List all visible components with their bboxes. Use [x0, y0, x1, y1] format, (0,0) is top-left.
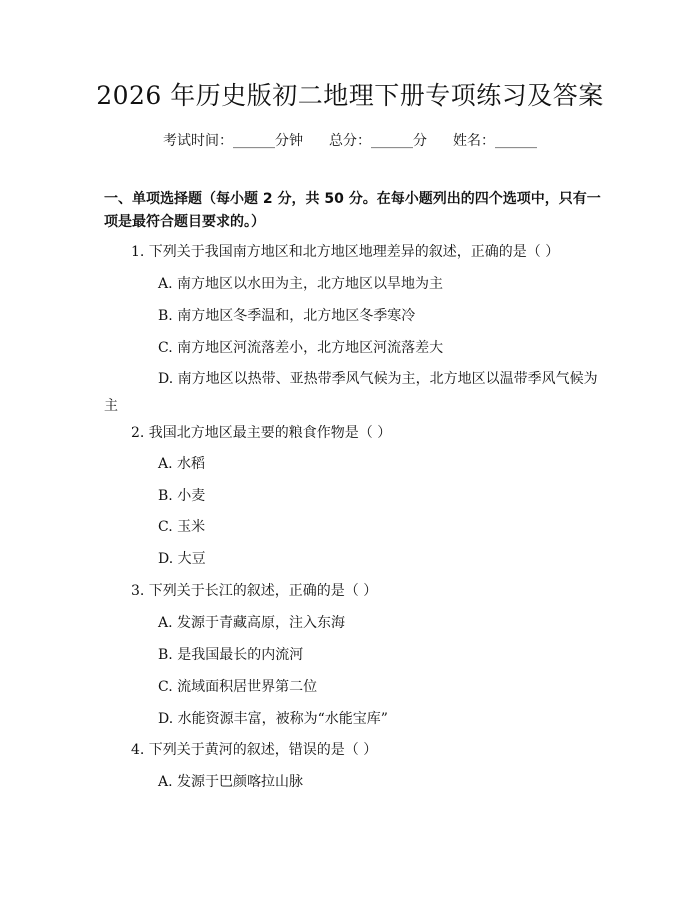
- student-name-field: 姓名：______: [453, 133, 537, 149]
- question-1-option-a: A. 南方地区以水田为主，北方地区以旱地为主: [158, 276, 444, 292]
- exam-time-field: 考试时间：______分钟: [163, 133, 303, 149]
- question-3-option-d: D. 水能资源丰富，被称为“水能宝库”: [158, 711, 388, 727]
- question-3-option-c: C. 流域面积居世界第二位: [158, 679, 318, 695]
- document-title: 2026 年历史版初二地理下册专项练习及答案: [96, 81, 604, 110]
- question-3-option-a: A. 发源于青藏高原，注入东海: [158, 615, 346, 631]
- question-2-option-c: C. 玉米: [158, 519, 206, 535]
- question-1-option-c: C. 南方地区河流落差小，北方地区河流落差大: [158, 340, 444, 356]
- question-2-option-d: D. 大豆: [158, 551, 206, 567]
- total-score-field: 总分：______分: [329, 133, 427, 149]
- question-3: 3. 下列关于长江的叙述，正确的是（ ）: [131, 583, 378, 599]
- question-1-option-b: B. 南方地区冬季温和，北方地区冬季寒冷: [158, 308, 416, 324]
- section-heading-single-choice: 一、单项选择题（每小题 2 分，共 50 分。在每小题列出的四个选项中，只有一项是最符合题目要求的。）: [104, 191, 601, 230]
- question-3-option-b: B. 是我国最长的内流河: [158, 647, 304, 663]
- question-2: 2. 我国北方地区最主要的粮食作物是（ ）: [131, 425, 392, 441]
- question-2-option-a: A. 水稻: [158, 456, 206, 472]
- question-1: 1. 下列关于我国南方地区和北方地区地理差异的叙述，正确的是（ ）: [131, 244, 560, 260]
- question-1-option-d: D. 南方地区以热带、亚热带季风气候为主，北方地区以温带季风气候为主: [104, 371, 598, 414]
- exam-info-row: [0, 130, 700, 152]
- question-4-option-a: A. 发源于巴颜喀拉山脉: [158, 774, 304, 790]
- question-4: 4. 下列关于黄河的叙述，错误的是（ ）: [131, 742, 378, 758]
- question-2-option-b: B. 小麦: [158, 488, 206, 504]
